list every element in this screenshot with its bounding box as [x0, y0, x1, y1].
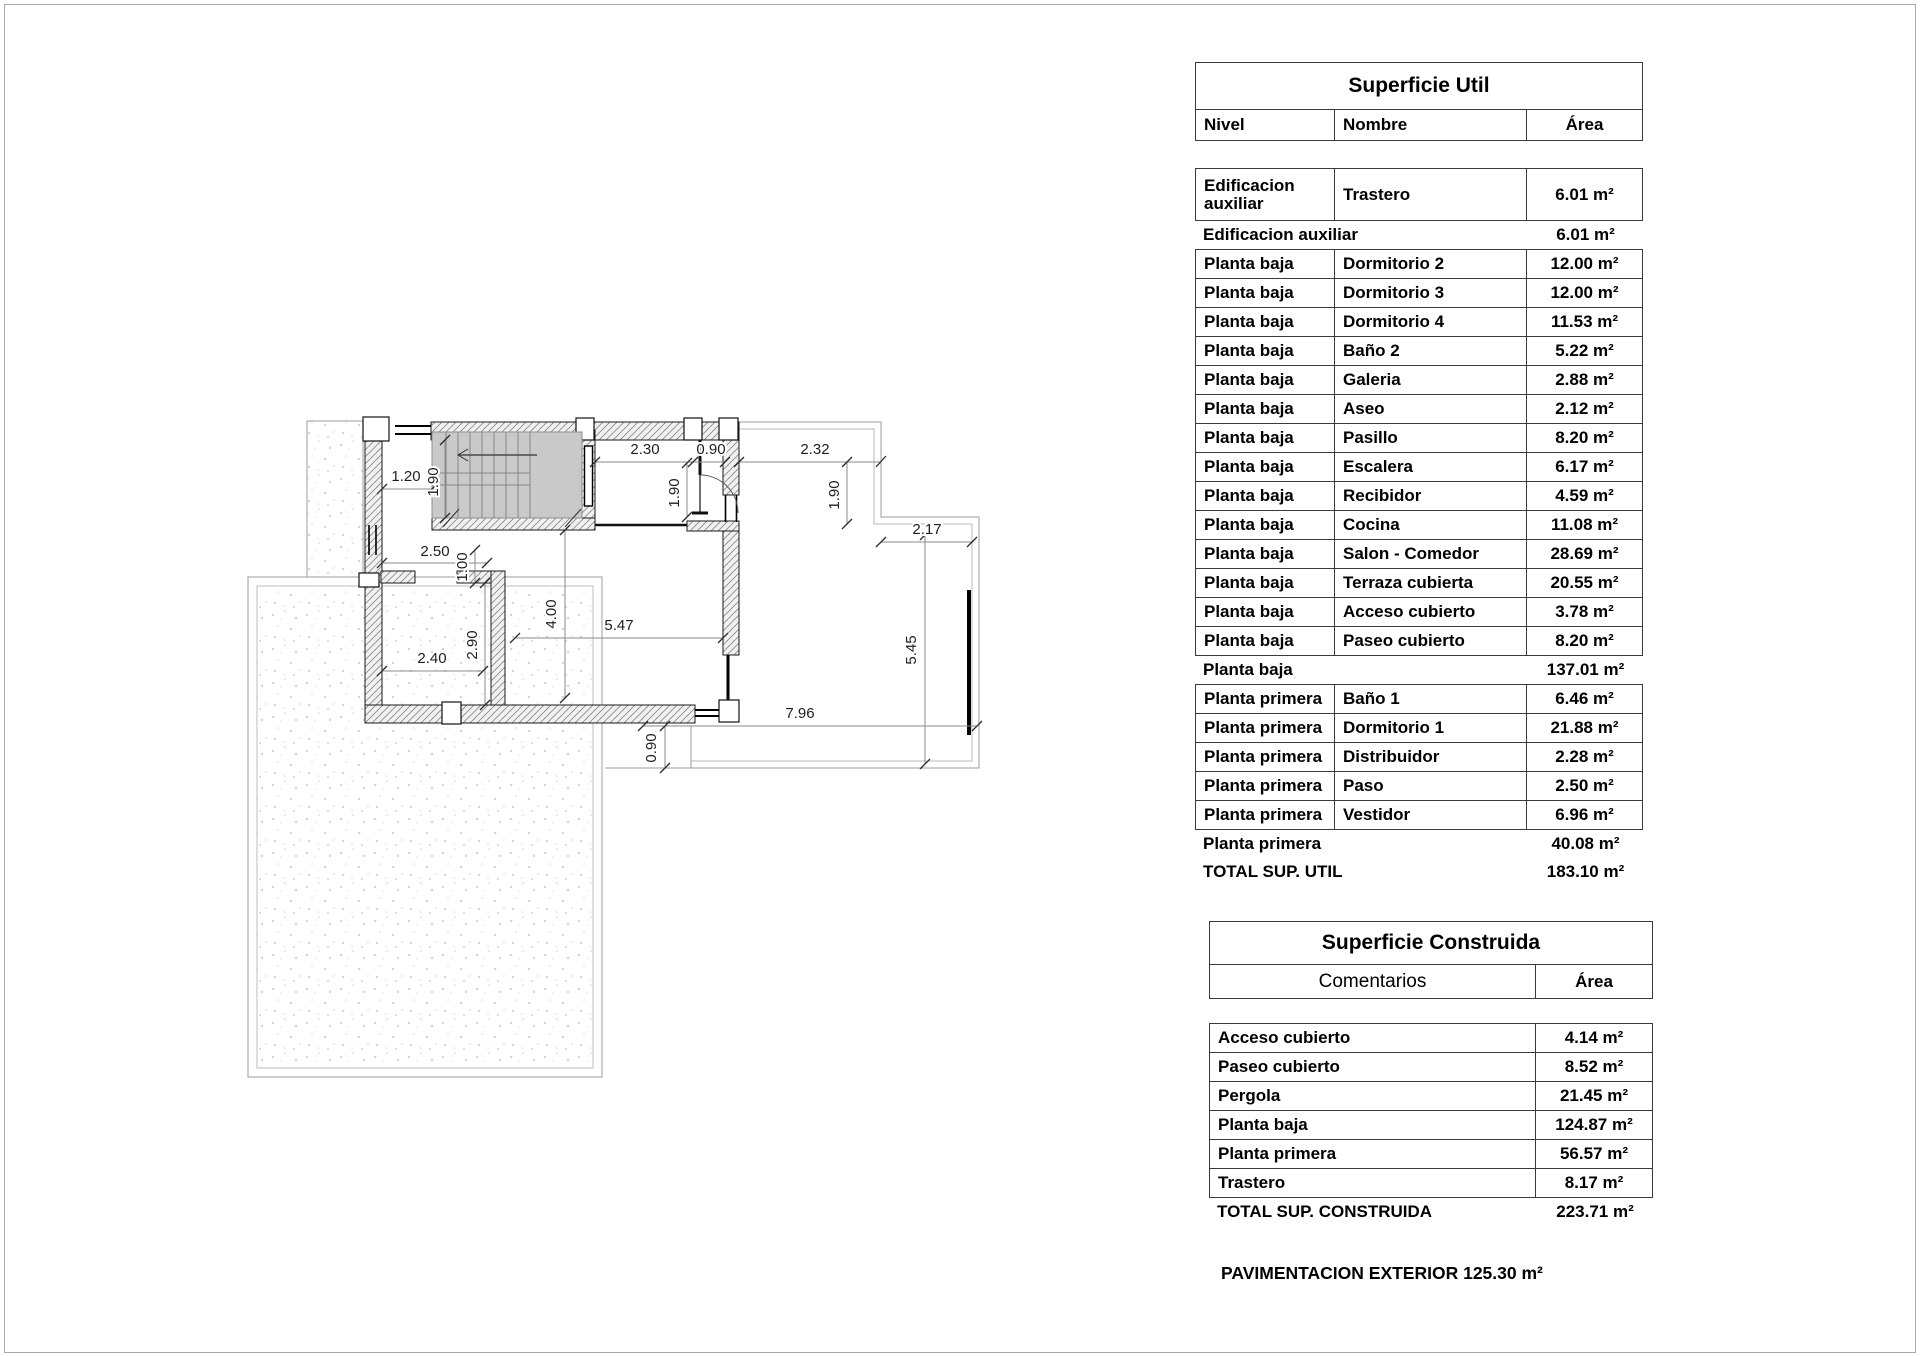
table-row	[1196, 771, 1642, 800]
window-stair-wall	[585, 446, 593, 506]
table-row	[1196, 336, 1642, 365]
cell-nivel: Edificacion auxiliar	[1196, 169, 1335, 220]
cell-comentario: Trastero	[1210, 1169, 1536, 1197]
summary-area: 6.01 m²	[1556, 225, 1615, 244]
cell-area: 2.12 m²	[1555, 399, 1614, 418]
window-top-left	[395, 426, 431, 434]
cell-area: 21.88 m²	[1550, 718, 1619, 737]
cell-area: 8.20 m²	[1555, 428, 1614, 447]
cell-nivel: Planta baja	[1196, 511, 1335, 539]
cell-nombre: Terraza cubierta	[1335, 569, 1527, 597]
table-row	[1210, 1110, 1652, 1139]
util-total-row	[1195, 858, 1643, 886]
dimension-label: 1.90	[666, 478, 683, 508]
col-header-nivel: Nivel	[1196, 110, 1335, 140]
window-right-upper	[726, 495, 737, 522]
util-column-headers	[1196, 110, 1642, 140]
cell-area: 2.50 m²	[1555, 776, 1614, 795]
util-aux-box	[1195, 168, 1643, 221]
floor-plan	[235, 405, 1035, 1105]
table-row	[1210, 1052, 1652, 1081]
cell-nombre: Vestidor	[1335, 801, 1527, 829]
cell-comentario: Paseo cubierto	[1210, 1053, 1536, 1081]
floor-plan-svg	[235, 405, 1035, 1105]
window-bottom	[695, 710, 719, 716]
cell-nombre: Escalera	[1335, 453, 1527, 481]
cell-area: 28.69 m²	[1550, 544, 1619, 563]
col-header-nombre: Nombre	[1335, 110, 1527, 140]
cell-nivel: Planta baja	[1196, 366, 1335, 394]
dimension-label: 2.17	[912, 521, 942, 538]
cell-area: 11.08 m²	[1550, 515, 1619, 534]
aux-summary-row	[1195, 221, 1643, 249]
cell-comentario: Planta baja	[1210, 1111, 1536, 1139]
cell-nombre: Distribuidor	[1335, 743, 1527, 771]
cell-nombre: Baño 2	[1335, 337, 1527, 365]
table-row	[1196, 278, 1642, 307]
cell-area: 6.46 m²	[1555, 689, 1614, 708]
cell-nombre: Acceso cubierto	[1335, 598, 1527, 626]
cell-nivel: Planta baja	[1196, 250, 1335, 278]
cell-area: 4.14 m²	[1564, 1028, 1624, 1047]
col-header-comentarios: Comentarios	[1210, 965, 1536, 998]
construida-column-headers	[1210, 965, 1652, 998]
dimension-label: 1.90	[425, 467, 442, 497]
cell-area: 11.53 m²	[1550, 312, 1619, 331]
cell-nivel: Planta baja	[1196, 627, 1335, 655]
table-row	[1196, 169, 1642, 220]
cell-nivel: Planta baja	[1196, 453, 1335, 481]
cell-nombre: Dormitorio 2	[1335, 250, 1527, 278]
cell-nivel: Planta baja	[1196, 279, 1335, 307]
cell-nombre: Galeria	[1335, 366, 1527, 394]
cell-area: 8.17 m²	[1564, 1173, 1624, 1192]
table-row	[1196, 510, 1642, 539]
total-area: 223.71 m²	[1556, 1202, 1634, 1221]
table-row	[1196, 685, 1642, 713]
summary-label: Planta primera	[1203, 834, 1322, 853]
construida-table-title: Superficie Construida	[1210, 922, 1652, 965]
table-row	[1196, 307, 1642, 336]
cell-nivel: Planta primera	[1196, 714, 1335, 742]
cell-area: 20.55 m²	[1550, 573, 1619, 592]
table-row	[1196, 394, 1642, 423]
summary-area: 40.08 m²	[1551, 834, 1620, 853]
table-row	[1196, 742, 1642, 771]
cell-nivel: Planta baja	[1196, 337, 1335, 365]
table-row	[1210, 1168, 1652, 1197]
cell-nombre: Paseo cubierto	[1335, 627, 1527, 655]
cell-area: 21.45 m²	[1559, 1086, 1629, 1105]
construida-total-row	[1209, 1198, 1653, 1226]
dimension-label: 1.20	[391, 468, 421, 485]
total-area: 183.10 m²	[1546, 862, 1625, 881]
cell-nivel: Planta primera	[1196, 685, 1335, 713]
summary-label: Edificacion auxiliar	[1203, 225, 1358, 244]
cell-area: 6.96 m²	[1555, 805, 1614, 824]
util-primera-box	[1195, 684, 1643, 830]
dimension-label: 1.00	[454, 552, 471, 582]
util-header-box	[1195, 62, 1643, 141]
pavimentacion-note: PAVIMENTACION EXTERIOR 125.30 m²	[1221, 1263, 1543, 1283]
cell-nivel: Planta baja	[1196, 424, 1335, 452]
cell-nombre: Dormitorio 1	[1335, 714, 1527, 742]
col-header-area: Área	[1565, 115, 1604, 134]
total-label: TOTAL SUP. UTIL	[1203, 862, 1343, 881]
col-header-area: Área	[1575, 971, 1613, 991]
util-table-title: Superficie Util	[1196, 63, 1642, 110]
cell-nombre: Trastero	[1335, 169, 1527, 220]
cell-nivel: Planta baja	[1196, 598, 1335, 626]
cell-nivel: Planta baja	[1196, 482, 1335, 510]
table-row	[1196, 365, 1642, 394]
table-row	[1196, 713, 1642, 742]
total-label: TOTAL SUP. CONSTRUIDA	[1217, 1202, 1433, 1221]
cell-nivel: Planta primera	[1196, 743, 1335, 771]
cell-nombre: Salon - Comedor	[1335, 540, 1527, 568]
cell-area: 2.28 m²	[1555, 747, 1614, 766]
cell-comentario: Pergola	[1210, 1082, 1536, 1110]
cell-area: 2.88 m²	[1555, 370, 1614, 389]
cell-area: 124.87 m²	[1555, 1115, 1633, 1134]
cell-nivel: Planta baja	[1196, 540, 1335, 568]
cell-nombre: Recibidor	[1335, 482, 1527, 510]
cell-nombre: Aseo	[1335, 395, 1527, 423]
primera-summary-row	[1195, 830, 1643, 858]
cell-nombre: Baño 1	[1335, 685, 1527, 713]
cell-nivel: Planta primera	[1196, 772, 1335, 800]
dimension-label: 5.47	[604, 617, 634, 634]
table-row	[1196, 452, 1642, 481]
dimension-label: 2.50	[420, 543, 450, 560]
table-row	[1210, 1024, 1652, 1052]
cell-comentario: Planta primera	[1210, 1140, 1536, 1168]
cell-area: 4.59 m²	[1555, 486, 1614, 505]
dimension-label: 5.45	[903, 635, 920, 665]
cell-area: 5.22 m²	[1555, 341, 1614, 360]
cell-area: 6.01 m²	[1555, 184, 1614, 204]
cell-area: 12.00 m²	[1550, 254, 1619, 273]
dimension-label: 7.96	[785, 705, 815, 722]
cell-area: 56.57 m²	[1559, 1144, 1629, 1163]
table-row	[1210, 1081, 1652, 1110]
baja-summary-row	[1195, 656, 1643, 684]
cell-area: 3.78 m²	[1555, 602, 1614, 621]
table-row	[1210, 1139, 1652, 1168]
table-row	[1196, 800, 1642, 829]
cell-area: 6.17 m²	[1555, 457, 1614, 476]
cell-nombre: Pasillo	[1335, 424, 1527, 452]
summary-label: Planta baja	[1203, 660, 1293, 679]
table-row	[1196, 597, 1642, 626]
table-row	[1196, 626, 1642, 655]
table-row	[1196, 539, 1642, 568]
summary-area: 137.01 m²	[1546, 660, 1625, 679]
superficie-util-table	[1195, 62, 1643, 886]
cell-nivel: Planta baja	[1196, 308, 1335, 336]
table-row	[1196, 250, 1642, 278]
table-row	[1196, 481, 1642, 510]
cell-area: 12.00 m²	[1550, 283, 1619, 302]
cell-area: 8.20 m²	[1555, 631, 1614, 650]
cell-nivel: Planta baja	[1196, 569, 1335, 597]
dimension-label: 2.32	[800, 441, 830, 458]
dimension-label: 4.00	[543, 599, 560, 629]
dimension-label: 2.40	[417, 650, 447, 667]
dimension-label: 2.30	[630, 441, 660, 458]
construida-rows-box	[1209, 1023, 1653, 1198]
table-row	[1196, 568, 1642, 597]
dimension-label: 0.90	[696, 441, 726, 458]
cell-area: 8.52 m²	[1564, 1057, 1624, 1076]
util-baja-box	[1195, 249, 1643, 656]
cell-comentario: Acceso cubierto	[1210, 1024, 1536, 1052]
construida-header-box	[1209, 921, 1653, 999]
dimension-label: 2.90	[464, 630, 481, 660]
dimension-label: 1.90	[826, 480, 843, 510]
table-row	[1196, 423, 1642, 452]
cell-nombre: Dormitorio 3	[1335, 279, 1527, 307]
dimension-label: 0.90	[643, 733, 660, 763]
cell-nivel: Planta baja	[1196, 395, 1335, 423]
superficie-construida-table	[1209, 921, 1653, 1226]
cell-nombre: Dormitorio 4	[1335, 308, 1527, 336]
cell-nivel: Planta primera	[1196, 801, 1335, 829]
cell-nombre: Cocina	[1335, 511, 1527, 539]
cell-nombre: Paso	[1335, 772, 1527, 800]
